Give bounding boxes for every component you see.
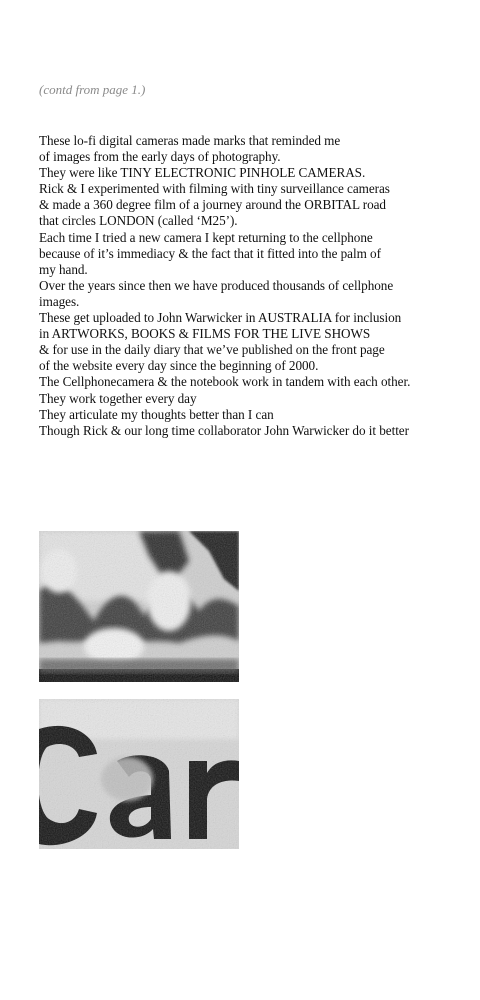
body-text <box>39 133 469 439</box>
text-line: They were like TINY ELECTRONIC PINHOLE CAMERAS. <box>39 165 366 181</box>
text-line: & made a 360 degree film of a journey around the ORBITAL road <box>39 197 386 213</box>
text-line: Rick & I experimented with filming with tiny surveillance cameras <box>39 181 390 197</box>
continued-note: (contd from page 1.) <box>39 82 146 97</box>
grainy-bw-photo-1 <box>39 531 239 682</box>
text-line: my hand. <box>39 261 88 277</box>
text-line: These lo-fi digital cameras made marks that reminded me <box>39 133 341 148</box>
text-line: because of it’s immediacy & the fact that it fitted into the palm of <box>39 245 381 261</box>
text-line: that circles LONDON (called ‘M25’). <box>39 213 238 229</box>
grainy-bw-photo-2 <box>39 699 239 849</box>
text-line: The Cellphonecamera & the notebook work in tandem with each other. <box>39 374 411 390</box>
text-line: They work together every day <box>39 390 197 406</box>
text-line: Over the years since then we have produced thousands of cellphone <box>39 277 394 293</box>
text-line: Though Rick & our long time collaborator John Warwicker do it better <box>39 422 409 438</box>
text-line: of images from the early days of photography. <box>39 149 281 165</box>
text-line: They articulate my thoughts better than I can <box>39 406 274 422</box>
text-line: Each time I tried a new camera I kept returning to the cellphone <box>39 229 373 245</box>
text-line: & for use in the daily diary that we’ve published on the front page <box>39 342 385 358</box>
text-line: These get uploaded to John Warwicker in AUSTRALIA for inclusion <box>39 310 402 326</box>
text-line: of the website every day since the beginning of 2000. <box>39 358 319 374</box>
text-line: in ARTWORKS, BOOKS & FILMS FOR THE LIVE SHOWS <box>39 326 371 342</box>
text-line: images. <box>39 293 80 309</box>
